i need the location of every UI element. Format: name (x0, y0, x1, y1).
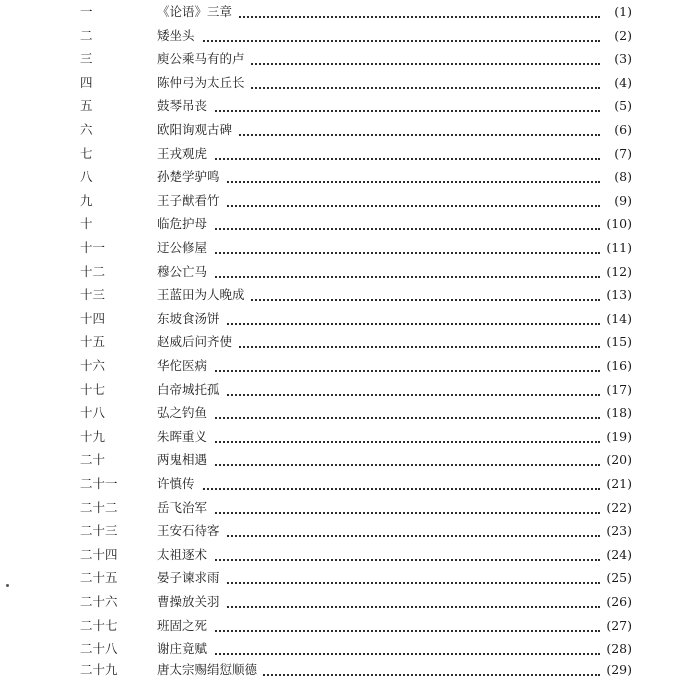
toc-entry-title: 两鬼相遇 (157, 448, 213, 472)
toc-entry-title: 迂公修屋 (157, 236, 213, 260)
toc-entry-title: 许慎传 (157, 472, 201, 496)
toc-entry-title: 穆公亡马 (157, 260, 213, 284)
toc-entry-page: (29) (602, 658, 632, 682)
toc-entry-title: 王安石待客 (157, 519, 226, 543)
toc-entry-page: (6) (610, 118, 632, 142)
toc-entry-number: 二十九 (80, 662, 118, 677)
toc-entry-page: (26) (602, 590, 632, 614)
dot-leader (160, 512, 600, 514)
toc-entry (0, 566, 678, 590)
toc-entry-page: (5) (610, 94, 632, 118)
toc-entry-title: 曹操放关羽 (157, 590, 226, 614)
toc-entry (0, 590, 678, 614)
toc-entry (0, 425, 678, 449)
toc-entry-page: (24) (602, 543, 632, 567)
toc-entry (0, 24, 678, 48)
dot-leader (160, 158, 600, 160)
dot-leader (160, 323, 600, 325)
toc-entry-number: 七 (80, 145, 93, 161)
toc-entry-number: 九 (80, 192, 93, 208)
toc-entry-page: (21) (602, 472, 632, 496)
toc-entry-title: 王戎观虎 (157, 142, 213, 166)
dot-leader (160, 110, 600, 112)
toc-entry-page: (20) (602, 448, 632, 472)
toc-entry-title: 鼓琴吊丧 (157, 94, 213, 118)
toc-entry (0, 378, 678, 402)
toc-entry-page: (19) (602, 425, 632, 449)
toc-entry-number: 二十 (80, 452, 106, 468)
toc-entry-page: (18) (602, 401, 632, 425)
toc-entry-number: 十二 (80, 263, 106, 279)
toc-entry-number: 十四 (80, 310, 106, 326)
toc-entry-number: 十七 (80, 381, 106, 397)
toc-entry-title: 赵威后问齐使 (157, 330, 238, 354)
toc-entry-title: 晏子谏求雨 (157, 566, 226, 590)
toc-entry-title: 华佗医病 (157, 354, 213, 378)
toc-entry-title: 唐太宗赐绢愆顺德 (157, 658, 263, 682)
toc-entry (0, 260, 678, 284)
toc-entry (0, 71, 678, 95)
toc-entry (0, 330, 678, 354)
toc-entry-number: 一 (80, 4, 93, 19)
toc-entry-page: (13) (602, 283, 632, 307)
toc-entry-page: (11) (602, 236, 632, 260)
dot-leader (160, 441, 600, 443)
toc-entry (0, 142, 678, 166)
dot-leader (160, 582, 600, 584)
dot-leader (160, 276, 600, 278)
dot-leader (160, 488, 600, 490)
toc-entry-title: 矮坐头 (157, 24, 201, 48)
toc-entry (0, 236, 678, 260)
toc-entry-title: 《论语》三章 (157, 0, 238, 24)
toc-entry-page: (22) (602, 496, 632, 520)
dot-leader (160, 606, 600, 608)
dot-leader (160, 417, 600, 419)
dot-leader (160, 464, 600, 466)
toc-entry-number: 二十四 (80, 546, 118, 562)
toc-entry (0, 47, 678, 71)
toc-entry-page: (17) (602, 378, 632, 402)
dot-leader (160, 252, 600, 254)
toc-entry-number: 三 (80, 51, 93, 67)
dot-leader (160, 40, 600, 42)
toc-entry-title: 王子猷看竹 (157, 189, 226, 213)
toc-entry-title: 王蓝田为人晚成 (157, 283, 251, 307)
toc-entry (0, 118, 678, 142)
toc-entry (0, 496, 678, 520)
dot-leader (160, 559, 600, 561)
toc-entry-number: 二 (80, 27, 93, 43)
toc-entry-number: 二十八 (80, 641, 118, 657)
toc-entry-title: 欧阳询观古碑 (157, 118, 238, 142)
dot-leader (160, 228, 600, 230)
dot-leader (160, 370, 600, 372)
toc-entry-page: (12) (602, 260, 632, 284)
dot-leader (160, 181, 600, 183)
toc-entry (0, 401, 678, 425)
toc-entry-page: (3) (610, 47, 632, 71)
toc-entry (0, 543, 678, 567)
toc-entry-title: 东坡食汤饼 (157, 307, 226, 331)
toc-entry (0, 212, 678, 236)
toc-entry-title: 孙楚学驴鸣 (157, 165, 226, 189)
toc-entry-number: 六 (80, 122, 93, 137)
toc-entry-number: 二十一 (80, 476, 118, 491)
toc-entry (0, 658, 678, 682)
toc-entry (0, 165, 678, 189)
toc-entry-page: (14) (602, 307, 632, 331)
toc-entry-number: 二十三 (80, 523, 118, 539)
toc-entry (0, 0, 678, 24)
toc-entry-page: (10) (602, 212, 632, 236)
toc-entry-page: (8) (610, 165, 632, 189)
toc-entry (0, 94, 678, 118)
toc-entry-title: 班固之死 (157, 614, 213, 638)
toc-entry (0, 283, 678, 307)
toc-entry-number: 五 (80, 98, 93, 114)
toc-entry-number: 十五 (80, 334, 106, 350)
toc-entry-number: 二十五 (80, 570, 118, 586)
toc-entry (0, 448, 678, 472)
toc-entry-page: (9) (610, 189, 632, 213)
toc-entry-title: 谢庄竟赋 (157, 637, 213, 661)
toc-entry (0, 614, 678, 638)
toc-entry-page: (4) (610, 71, 632, 95)
toc-entry-number: 四 (80, 74, 93, 90)
toc-entry (0, 472, 678, 496)
scan-speck (6, 584, 9, 587)
toc-entry-number: 十六 (80, 358, 106, 373)
toc-entry-page: (1) (610, 0, 632, 24)
toc-entry (0, 307, 678, 331)
dot-leader (160, 394, 600, 396)
toc-entry (0, 519, 678, 543)
toc-entry-number: 二十七 (80, 617, 118, 633)
toc-entry-page: (15) (602, 330, 632, 354)
toc-entry-title: 临危护母 (157, 212, 213, 236)
toc-entry-page: (23) (602, 519, 632, 543)
dot-leader (160, 205, 600, 207)
dot-leader (160, 535, 600, 537)
toc-entry-page: (16) (602, 354, 632, 378)
toc-entry (0, 189, 678, 213)
toc-entry-title: 岳飞治军 (157, 496, 213, 520)
toc-entry-page: (25) (602, 566, 632, 590)
toc-entry-title: 陈仲弓为太丘长 (157, 71, 251, 95)
toc-entry (0, 354, 678, 378)
toc-entry-number: 十 (80, 216, 93, 232)
toc-entry-title: 庾公乘马有的卢 (157, 47, 251, 71)
toc-entry-number: 十九 (80, 428, 106, 444)
toc-entry-page: (2) (610, 24, 632, 48)
toc-entry-number: 十八 (80, 405, 106, 421)
toc-entry-title: 太祖逐术 (157, 543, 213, 567)
toc-entry-number: 二十六 (80, 594, 118, 609)
toc-entry-page: (28) (602, 637, 632, 661)
toc-entry-page: (27) (602, 614, 632, 638)
toc-entry-number: 二十二 (80, 499, 118, 515)
toc-entry-title: 白帝城托孤 (157, 378, 226, 402)
toc-entry-number: 八 (80, 169, 93, 185)
toc-entry-title: 弘之钓鱼 (157, 401, 213, 425)
toc-entry-number: 十三 (80, 287, 106, 303)
dot-leader (160, 630, 600, 632)
toc-entry-page: (7) (610, 142, 632, 166)
dot-leader (160, 653, 600, 655)
toc-entry-title: 朱晖重义 (157, 425, 213, 449)
toc-entry-number: 十一 (80, 240, 106, 255)
